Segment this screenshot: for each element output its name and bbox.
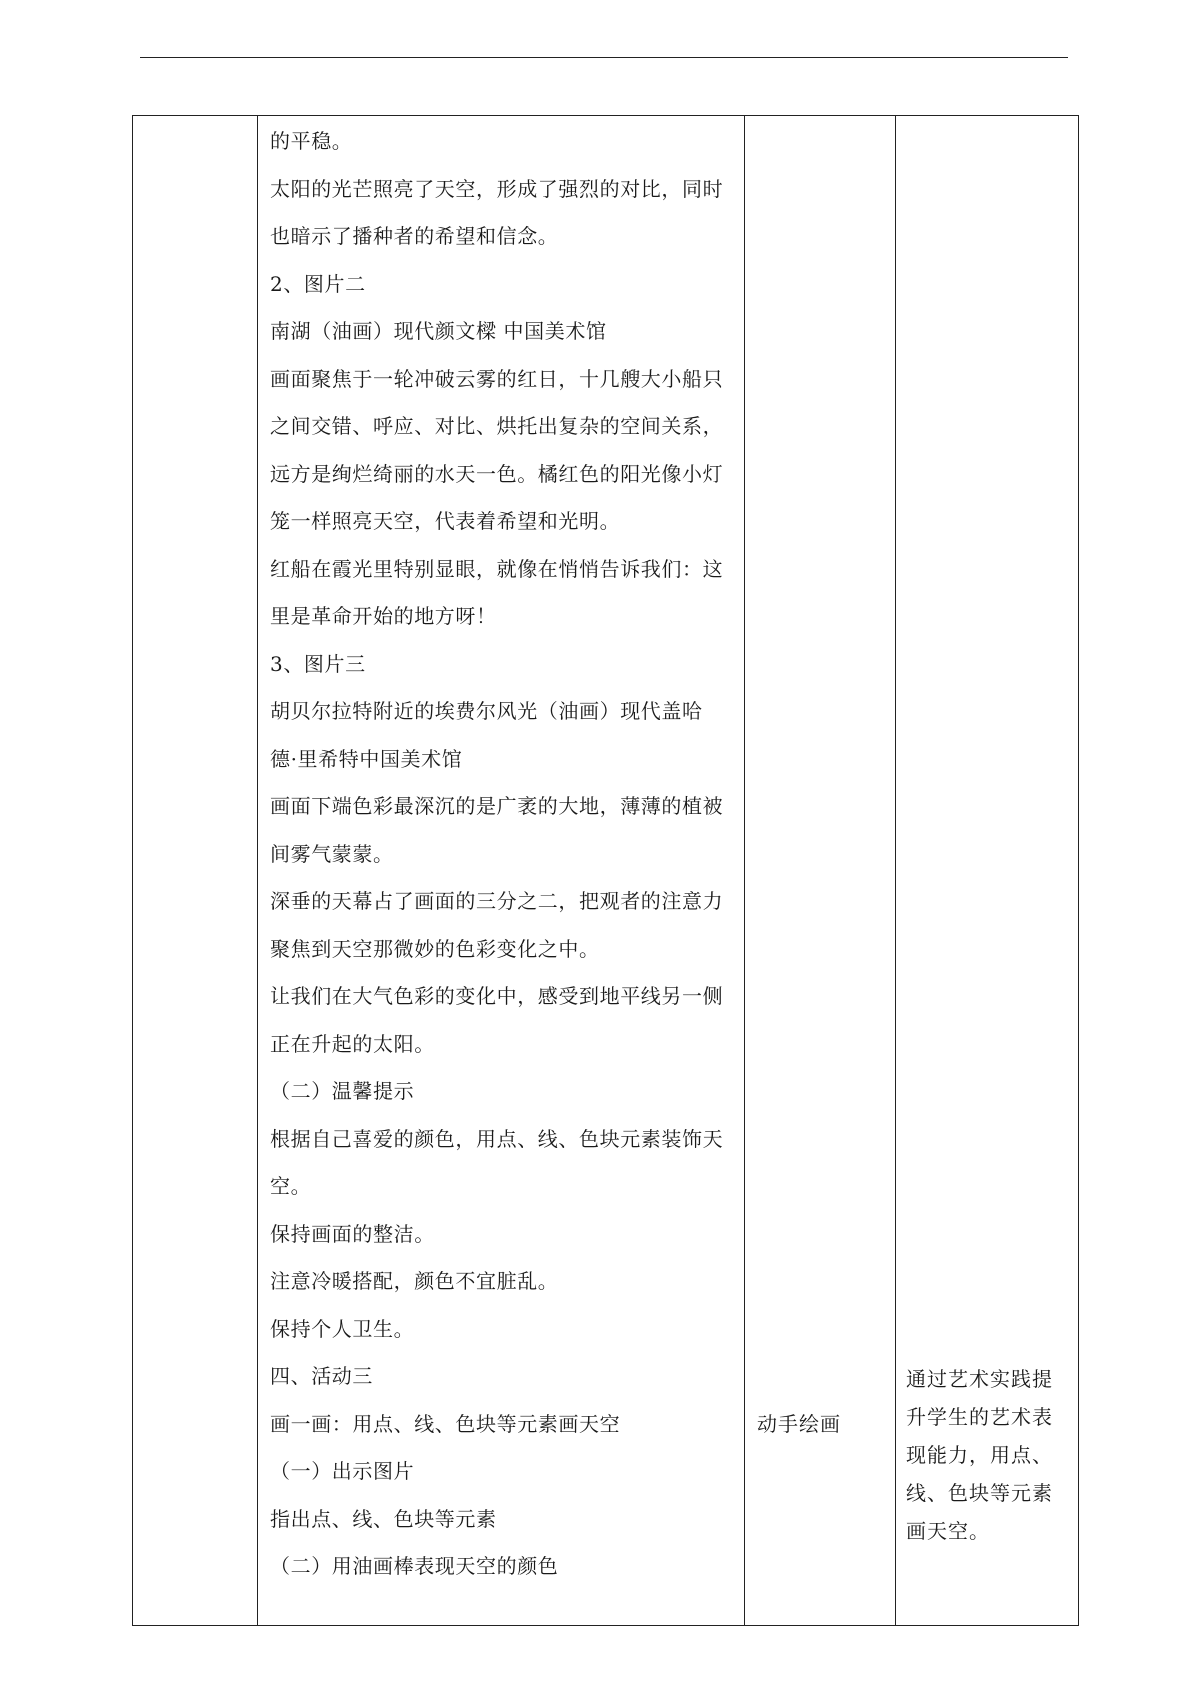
text-line: 保持画面的整洁。 <box>270 1221 435 1246</box>
teaching-content-lines <box>270 116 734 1591</box>
text-line: 3、图片三 <box>270 651 366 676</box>
text-line: 里是革命开始的地方呀！ <box>270 604 497 628</box>
text-line: 太阳的光芒照亮了天空，形成了强烈的对比，同时 <box>270 176 724 201</box>
text-line: 远方是绚烂绮丽的水天一色。橘红色的阳光像小灯 <box>270 461 724 486</box>
table-row <box>133 116 1079 1626</box>
text-line: 德·里希特中国美术馆 <box>270 746 463 771</box>
text-line: 画面聚焦于一轮冲破云雾的红日，十几艘大小船只 <box>270 366 724 391</box>
text-line: 注意冷暖搭配，颜色不宜脏乱。 <box>270 1269 559 1293</box>
student-activity-text: 动手绘画 <box>757 1412 841 1436</box>
text-line: 红船在霞光里特别显眼，就像在悄悄告诉我们：这 <box>270 556 724 581</box>
text-line: 根据自己喜爱的颜色，用点、线、色块元素装饰天 <box>270 1126 724 1151</box>
text-line: 2、图片二 <box>270 271 366 296</box>
text-line: 也暗示了播种者的希望和信念。 <box>270 224 559 248</box>
text-line: 南湖（油画）现代颜文樑 中国美术馆 <box>270 319 607 343</box>
text-line: （一）出示图片 <box>270 1459 415 1483</box>
stage-cell <box>133 116 258 1626</box>
teaching-content-cell <box>258 116 745 1626</box>
text-line: 深垂的天幕占了画面的三分之二，把观者的注意力 <box>270 889 724 913</box>
header-rule <box>140 57 1068 58</box>
text-line: 的平稳。 <box>270 129 353 153</box>
text-line: 间雾气蒙蒙。 <box>270 841 394 866</box>
text-line: （二）用油画棒表现天空的颜色 <box>270 1554 559 1578</box>
text-line: 让我们在大气色彩的变化中，感受到地平线另一侧 <box>270 984 724 1008</box>
text-line: 画一画：用点、线、色块等元素画天空 <box>270 1411 621 1436</box>
text-line: 指出点、线、色块等元素 <box>270 1506 497 1531</box>
text-line: 正在升起的太阳。 <box>270 1031 435 1056</box>
lesson-plan-table <box>132 115 1079 1626</box>
text-line: 聚焦到天空那微妙的色彩变化之中。 <box>270 936 600 961</box>
design-intent-cell <box>896 116 1079 1626</box>
text-line: 保持个人卫生。 <box>270 1316 415 1341</box>
text-line: 胡贝尔拉特附近的埃费尔风光（油画）现代盖哈 <box>270 699 703 723</box>
text-line: （二）温馨提示 <box>270 1079 415 1103</box>
text-line: 笼一样照亮天空，代表着希望和光明。 <box>270 509 621 533</box>
student-activity-cell <box>745 116 896 1626</box>
text-line: 画面下端色彩最深沉的是广袤的大地，薄薄的植被 <box>270 794 724 818</box>
design-intent-text: 通过艺术实践提升学生的艺术表现能力，用点、线、色块等元素画天空。 <box>906 1367 1053 1543</box>
text-line: 空。 <box>270 1174 312 1198</box>
text-line: 之间交错、呼应、对比、烘托出复杂的空间关系， <box>270 414 724 438</box>
text-line: 四、活动三 <box>270 1364 373 1388</box>
